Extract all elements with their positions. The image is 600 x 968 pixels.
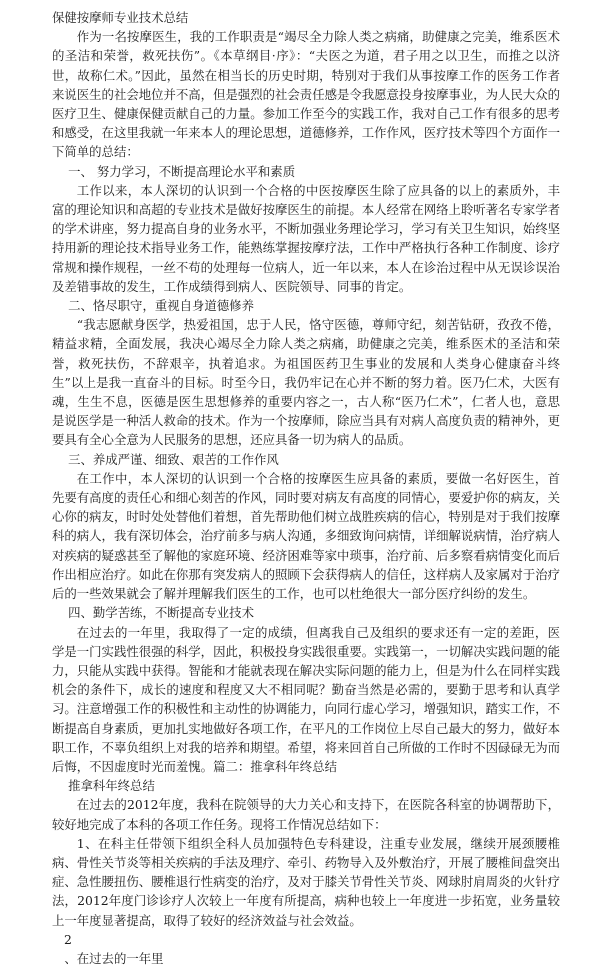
section-2-paragraph: “我志愿献身医学，热爱祖国，忠于人民，恪守医德，尊师守纪，刻苦钻研，孜孜不倦，精益求精，全面发展，我决心竭尽全力除人类之病痛，助健康之完美，维系医术的圣洁和荣誉，救死扶伤，不辞艰辛，执着追求。为祖国医药卫生事业的发展和人类身心健康奋斗终生”以上是我一直奋斗的目标。时至今日，我仍牢记在心并不断的努力着。医乃仁术，大医有魂，生生不息，医德是医生思想修养的重要内容之一，古人称“医乃仁术”，仁者人也，意思是说医学是一种活人救命的技术。作为一个按摩师，除应当具有对病人高度负责的精神外，更要具有全心全意为人民服务的思想，还应具备一切为病人的品质。 — [52, 317, 561, 448]
subtitle: 推拿科年终总结 — [68, 778, 155, 794]
section-heading-3: 三、养成严谨、细致、艰苦的工作作风 — [68, 451, 279, 467]
trailing-fragment: 、在过去的一年里 — [64, 950, 164, 966]
summary-item-1: 1、在科主任带领下组织全科人员加强特色专科建设，注重专业发展，继续开展颈腰椎病、骨性关节炎等相关疾病的手法及理疗、牵引、药物导入及外敷治疗，开展了腰椎间盘突出症、急性腰扭伤、腰椎退行性病变的治疗，及对于膝关节骨性关节炎、网球肘肩周炎的火针疗法，2012年度门诊诊疗人次较上一年度有所提高，病种也较上一年度进一步拓宽，业务量较上一年度显著提高，取得了较好的经济效益与社会效益。 — [52, 835, 561, 928]
section-heading-1: 一、 努力学习，不断提高理论水平和素质 — [68, 163, 296, 179]
section-3-paragraph: 在工作中，本人深切的认识到一个合格的按摩医生应具备的素质，要做一名好医生，首先要有高度的责任心和细心刻苦的作风，同时要对病友有高度的同情心，要爱护你的病友，关心你的病友，时时处处替他们着想，首先帮助他们树立战胜疾病的信心，特别是对于我们按摩科的病人，我有深切体会，治疗前多与病人沟通，多细致询问病情，详细解说病情，治疗病人对疾病的疑惑甚至了解他的家庭环境、经济困难等家中琐事，治疗前、后多察看病情变化而后作出相应治疗。如此在你那有突发病人的照顾下会获得病人的信任，这样病人及家属对于治疗后的一些效果就会了解并理解我们医生的工作，也可以杜绝很大一部分医疗纠纷的发生。 — [52, 470, 561, 602]
section-heading-2: 二、恪尽职守，重视自身道德修养 — [68, 298, 254, 314]
section-4-paragraph: 在过去的一年里，我取得了一定的成绩，但离我自己及组织的要求还有一定的差距，医学是一门实践性很强的科学，因此，积极投身实践很重要。实践第一，一切解决实践问题的能力，只能从实践中获得。智能和才能就表现在解决实际问题的能力上，但是为什么在同样实践机会的条件下，成长的速度和程度又大不相同呢？勤奋当然是必需的，要勤于思考和认真学习。注意增强工作的积极性和主动性的协调能力，向同行虚心学习，增强知识，踏实工作，不断提高自身素质，更加扎实地做好各项工作，在平凡的工作岗位上尽自己最大的努力，做好本职工作，不辜负组织上对我的培养和期望。希望，将来回首自己所做的工作时不因碌碌无为而后悔，不因虚度时光而羞愧。篇二：推拿科年终总结 — [52, 624, 561, 774]
section-1-paragraph: 工作以来，本人深切的认识到一个合格的中医按摩医生除了应具备的以上的素质外，丰富的理论知识和高超的专业技术是做好按摩医生的前提。本人经常在网络上聆听著名专家学者的学术讲座，努力提高自身的业务水平，不断加强业务理论学习，学习有关卫生知识，始终坚持用新的理论技术指导业务工作，能熟练掌握按摩疗法，工作中严格执行各种工作制度、诊疗常规和操作规程，一丝不苟的处理每一位病人，近一年以来，本人在诊治过程中从无误诊误治及差错事故的发生，工作成绩得到病人、医院领导、同事的肯定。 — [52, 182, 561, 294]
summary-intro-paragraph: 在过去的2012年度，我科在院领导的大力关心和支持下，在医院各科室的协调帮助下，较好地完成了本科的各项工作任务。现将工作情况总结如下： — [52, 797, 560, 832]
document-title: 保健按摩师专业技术总结 — [52, 10, 189, 25]
page-number: 2 — [64, 931, 72, 947]
section-heading-4: 四、勤学苦练，不断提高专业技术 — [68, 605, 254, 621]
intro-paragraph: 作为一名按摩医生，我的工作职责是“竭尽全力除人类之病痛，助健康之完美，维系医术的圣洁和荣誉，救死扶伤”。《本草纲目·序》：“夫医之为道，君子用之以卫生，而推之以济世，故称仁术。”因此，虽然在相当长的历史时期，特别对于我们从事按摩工作的医务工作者来说医生的社会地位并不高，但是强烈的社会责任感是令我愿意投身按摩事业，为人民大众的医疗卫生、健康保健贡献自己的力量。参加工作至今的实践工作，我对自己工作有很多的思考和感受，在这里我就一年来本人的理论思想，道德修养，工作作风，医疗技术等四个方面作一下简单的总结： — [52, 29, 561, 160]
